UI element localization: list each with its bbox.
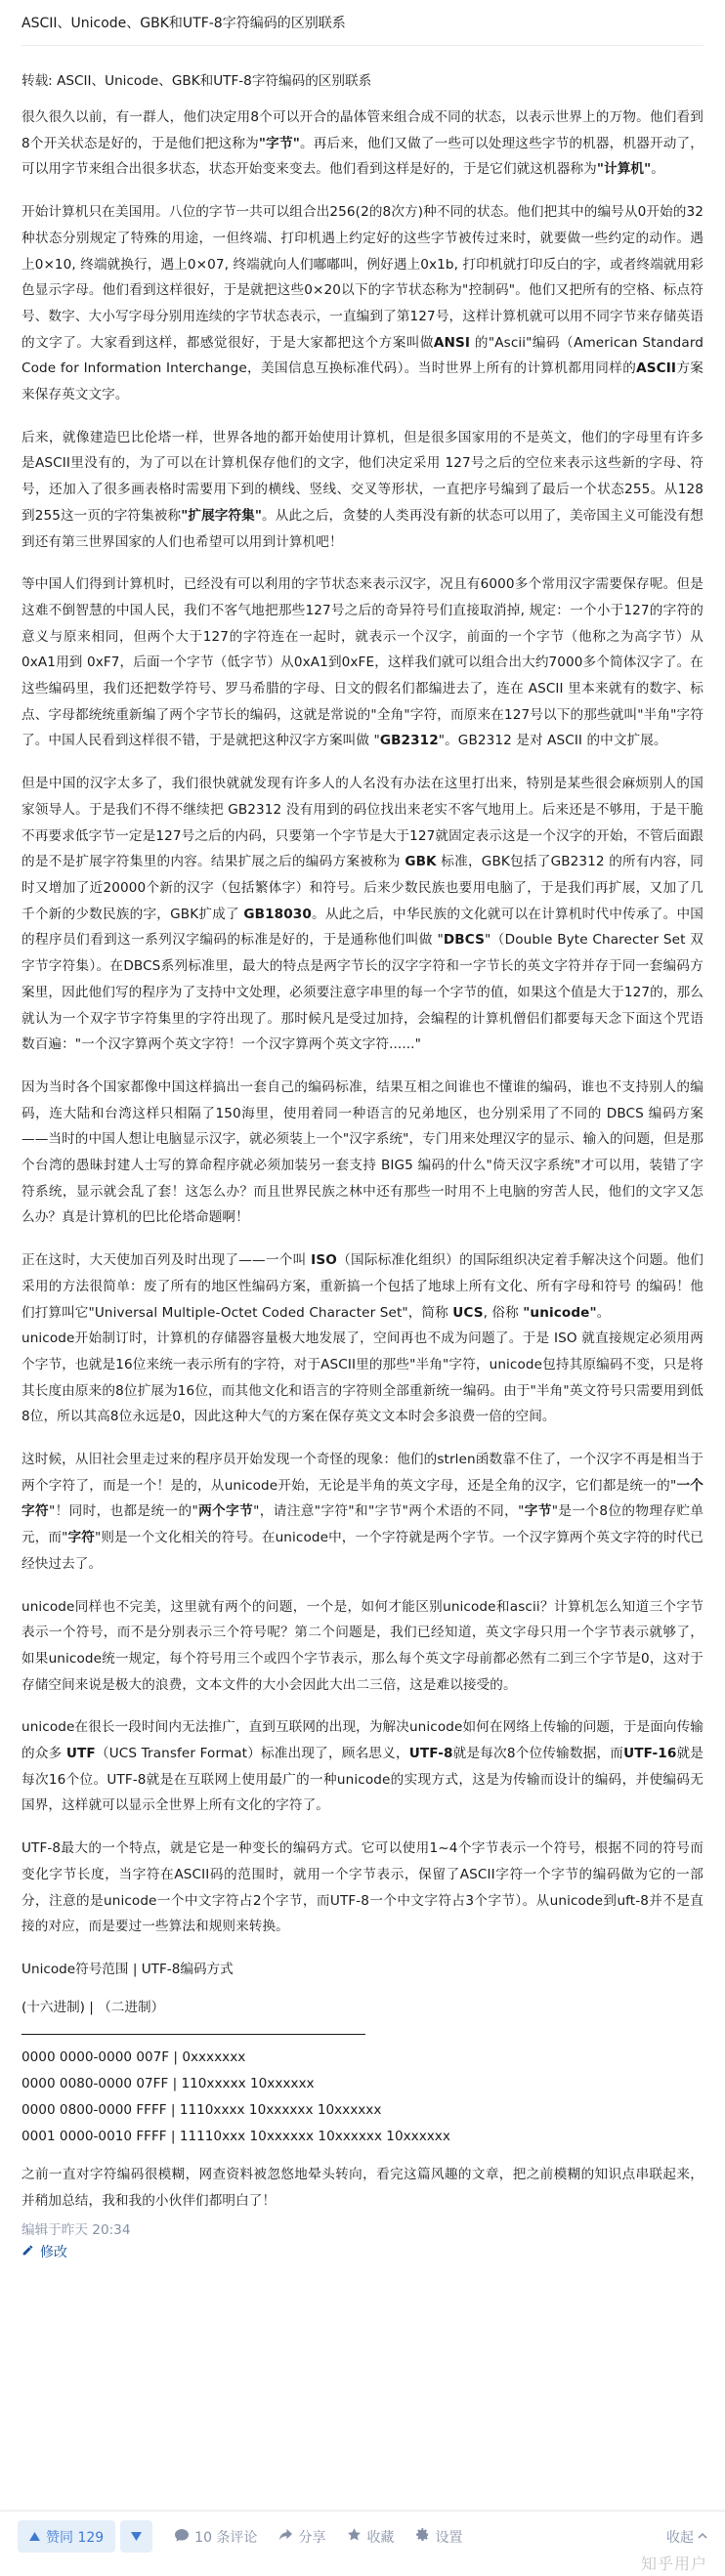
repost-line: 转载: ASCII、Unicode、GBK和UTF-8字符编码的区别联系: [21, 73, 372, 89]
favorite-button[interactable]: [347, 2527, 394, 2547]
paragraph-10: unicode在很长一段时间内无法推广，直到互联网的出现，为解决unicode如何在网络上传输的问题，于是面向传输的众多 UTF（UCS Transfer Format）标准出现了，顾名思义，UTF-8就是每次8个位传输数据，而UTF-16就是每次16个位。UTF-8就是在互联网上使用最广的一种unicode的实现方式，这是为传输而设计的编码，并使编码无国界，这样就可以显示全世界上所有文化的字符了。: [21, 1719, 704, 1814]
table-divider: [21, 2034, 365, 2035]
table-row: 0001 0000-0010 FFFF | 11110xxx 10xxxxxx 10xxxxxx 10xxxxxx: [21, 2129, 450, 2145]
upvote-label: 赞同 129: [46, 2529, 105, 2546]
paragraph-9: unicode同样也不完美，这里就有两个的问题，一个是，如何才能区别unicode和ascii？计算机怎么知道三个字节表示一个符号，而不是分别表示三个符号呢？第二个问题是，我们已经知道，英文字母只用一个字节表示就够了，如果unicode统一规定，每个符号用三个或四个字节表示，那么每个英文字母前都必然有二到三个字节是0，这对于存储空间来说是极大的浪费，文本文件的大小会因此大出二三倍，这是难以接受的。: [21, 1598, 704, 1693]
settings-button[interactable]: [415, 2527, 462, 2547]
paragraph-11: UTF-8最大的一个特点，就是它是一种变长的编码方式。它可以使用1~4个字节表示一个符号，根据不同的符号而变化字节长度，当字符在ASCII码的范围时，就用一个字节表示，保留了ASCII字符一个字节的编码做为它的一部分，注意的是unicode一个中文字符占2个字节，而UTF-8一个中文字符占3个字节）。从unicode到uft-8并不是直接的对应，而是要过一些算法和规则来转换。: [21, 1840, 704, 1935]
table-row: 0000 0080-0000 07FF | 110xxxxx 10xxxxxx: [21, 2076, 315, 2092]
settings-label: 设置: [435, 2529, 463, 2546]
paragraph-2: 开始计算机只在美国用。八位的字节一共可以组合出256(2的8次方)种不同的状态。他们把其中的编号从0开始的32种状态分别规定了特殊的用途，一但终端、打印机遇上约定好的这些字节被传过来时，就要做一些约定的动作。遇上0×10, 终端就换行，遇上0×07, 终端就向人们嘟嘟叫，例好遇上0x1b, 打印机就打印反白的字，或者终端就用彩色显示字母。他们看到这样很好，于是就把这些0×20以下的字节状态称为"控制码"。他们又把所有的空格、标点符号、数字、大小写字母分别用连续的字节状态表示，一直编到了第127号，这样计算机就可以用不同字节来存储英语的文字了。大家看到这样，都感觉很好，于是大家都把这个方案叫做ANSI 的"Ascii"编码（American Standard Code for Information Interchange，美国信息互换标准代码）。当时世界上所有的计算机都用同样的ASCII方案来保存英文文字。: [21, 204, 704, 403]
triangle-up-icon: [29, 2529, 40, 2545]
paragraph-8: 这时候，从旧社会里走过来的程序员开始发现一个奇怪的现象：他们的strlen函数靠不住了，一个汉字不再是相当于两个字符了，而是一个！是的，从unicode开始，无论是半角的英文字母，还是全角的汉字，它们都是统一的"一个字符"！同时，也都是统一的"两个字节"，请注意"字符"和"字节"两个术语的不同，"字节"是一个8位的物理存贮单元，而"字符"则是一个文化相关的符号。在unicode中，一个字符就是两个字节。一个汉字算两个英文字符的时代已经快过去了。: [21, 1452, 704, 1572]
pencil-icon: [21, 2242, 34, 2263]
comments-button[interactable]: [174, 2527, 257, 2547]
collapse-label: 收起: [666, 2529, 694, 2546]
edit-link[interactable]: [21, 2242, 704, 2263]
chevron-up-icon: [698, 2529, 707, 2545]
triangle-down-icon: [131, 2529, 142, 2545]
table-row: 0000 0000-0000 007F | 0xxxxxxx: [21, 2049, 246, 2066]
edit-timestamp: 编辑于昨天 20:34: [21, 2221, 131, 2238]
comment-icon: [174, 2527, 190, 2547]
gear-icon: [415, 2527, 430, 2546]
collapse-button[interactable]: [666, 2527, 707, 2547]
paragraph-3: 后来，就像建造巴比伦塔一样，世界各地的都开始使用计算机，但是很多国家用的不是英文，他们的字母里有许多是ASCII里没有的，为了可以在计算机保存他们的文字，他们决定采用 127号之后的空位来表示这些新的字母、符号，还加入了很多画表格时需要用下到的横线、竖线、交叉等形状，一直把序号编到了最后一个状态255。从128 到255这一页的字符集被称"扩展字符集"。从此之后，贪婪的人类再没有新的状态可以用了，美帝国主义可能没有想到还有第三世界国家的人们也希望可以用到计算机吧！: [21, 429, 704, 550]
table-header-1: Unicode符号范围 | UTF-8编码方式: [21, 1962, 234, 1977]
zhihu-watermark: 知乎用户: [640, 2556, 707, 2573]
table-row: 0000 0800-0000 FFFF | 1110xxxx 10xxxxxx 10xxxxxx: [21, 2102, 382, 2119]
downvote-button[interactable]: [120, 2520, 152, 2553]
share-button[interactable]: [278, 2527, 325, 2547]
encoding-table: [21, 1957, 704, 2150]
action-bar: [0, 2511, 725, 2561]
paragraph-7: 正在这时，大天使加百列及时出现了——一个叫 ISO（国际标准化组织）的国际组织决定着手解决这个问题。他们采用的方法很简单：废了所有的地区性编码方案，重新搞一个包括了地球上所有文化、所有字母和符号 的编码！他们打算叫它"Universal Multiple-Octet Coded Character Set"，简称 UCS, 俗称 "unicode"。 unicode开始制订时，计算机的存储器容量极大地发展了，空间再也不成为问题了。于是 ISO 就直接规定必须用两个字节，也就是16位来统一表示所有的字符，对于ASCII里的那些"半角"字符，unicode包持其原编码不变，只是将其长度由原来的8位扩展为16位，而其他文化和语言的字符则全部重新统一编码。由于"半角"英文符号只需要用到低8位，所以其高8位永远是0，因此这种大气的方案在保存英文文本时会多浪费一倍的空间。: [21, 1252, 704, 1425]
star-icon: [347, 2527, 362, 2546]
edit-label: 修改: [40, 2244, 67, 2260]
table-header-2: (十六进制) | （二进制）: [21, 1999, 165, 2015]
comments-label: 10 条评论: [194, 2529, 258, 2546]
paragraph-1: 很久很久以前，有一群人，他们决定用8个可以开合的晶体管来组合成不同的状态，以表示世界上的万物。他们看到8个开关状态是好的，于是他们把这称为"字节"。再后来，他们又做了一些可以处理这些字节的机器，机器开动了，可以用字节来组合出很多状态，状态开始变来变去。他们看到这样是好的，于是它们就这机器称为"计算机"。: [21, 109, 704, 178]
share-label: 分享: [298, 2529, 326, 2546]
paragraph-12: 之前一直对字符编码很模糊，网查资料被忽悠地晕头转向，看完这篇风趣的文章，把之前模糊的知识点串联起来，并稍加总结，我和我的小伙伴们都明白了！: [21, 2167, 704, 2210]
paragraph-6: 因为当时各个国家都像中国这样搞出一套自己的编码标准，结果互相之间谁也不懂谁的编码，谁也不支持别人的编码，连大陆和台湾这样只相隔了150海里，使用着同一种语言的兄弟地区，也分别采用了不同的 DBCS 编码方案——当时的中国人想让电脑显示汉字，就必须装上一个"汉字系统"，专门用来处理汉字的显示、输入的问题，但是那个台湾的愚昧封建人士写的算命程序就必须加装另一套支持 BIG5 编码的什么"倚天汉字系统"才可以用，装错了字符系统，显示就会乱了套！这怎么办？而且世界民族之林中还有那些一时用不上电脑的穷苦人民，他们的文字又怎么办？真是计算机的巴比伦塔命题啊！: [21, 1078, 704, 1226]
favorite-label: 收藏: [366, 2529, 395, 2546]
share-icon: [278, 2527, 293, 2546]
upvote-button[interactable]: [18, 2520, 115, 2553]
paragraph-5: 但是中国的汉字太多了，我们很快就就发现有许多人的人名没有办法在这里打出来，特别是某些很会麻烦别人的国家领导人。于是我们不得不继续把 GB2312 没有用到的码位找出来老实不客气地用上。后来还是不够用，于是干脆不再要求低字节一定是127号之后的内码，只要第一个字节是大于127就固定表示这是一个汉字的开始，不管后面跟的是不是扩展字符集里的内容。结果扩展之后的编码方案被称为 GBK 标准，GBK包括了GB2312 的所有内容，同时又增加了近20000个新的汉字（包括繁体字）和符号。后来少数民族也要用电脑了，于是我们再扩展，又加了几千个新的少数民族的字，GBK扩成了 GB18030。从此之后，中华民族的文化就可以在计算机时代中传承了。中国的程序员们看到这一系列汉字编码的标准是好的，于是通称他们叫做 "DBCS"（Double Byte Charecter Set 双字节字符集）。在DBCS系列标准里，最大的特点是两字节长的汉字字符和一字节长的英文字符并存于同一套编码方案里，因此他们写的程序为了支持中文处理，必须要注意字串里的每一个字节的值，如果这个值是大于127的，那么就认为一个双字节字符集里的字符出现了。那时候凡是受过加持，会编程的计算机僧侣们都要每天念下面这个咒语数百遍："一个汉字算两个英文字符！一个汉字算两个英文字符......": [21, 776, 704, 1053]
paragraph-4: 等中国人们得到计算机时，已经没有可以利用的字节状态来表示汉字，况且有6000多个常用汉字需要保存呢。但是这难不倒智慧的中国人民，我们不客气地把那些127号之后的奇异符号们直接取消掉, 规定：一个小于127的字符的意义与原来相同，但两个大于127的字符连在一起时，就表示一个汉字，前面的一个字节（他称之为高字节）从0xA1用到 0xF7，后面一个字节（低字节）从0xA1到0xFE，这样我们就可以组合出大约7000多个简体汉字了。在这些编码里，我们还把数学符号、罗马希腊的字母、日文的假名们都编进去了，连在 ASCII 里本来就有的数字、标点、字母都统统重新编了两个字节长的编码，这就是常说的"全角"字符，而原来在127号以下的那些就叫"半角"字符了。中国人民看到这样很不错，于是就把这种汉字方案叫做 "GB2312"。GB2312 是对 ASCII 的中文扩展。: [21, 576, 704, 749]
article-title: ASCII、Unicode、GBK和UTF-8字符编码的区别联系: [21, 14, 704, 46]
